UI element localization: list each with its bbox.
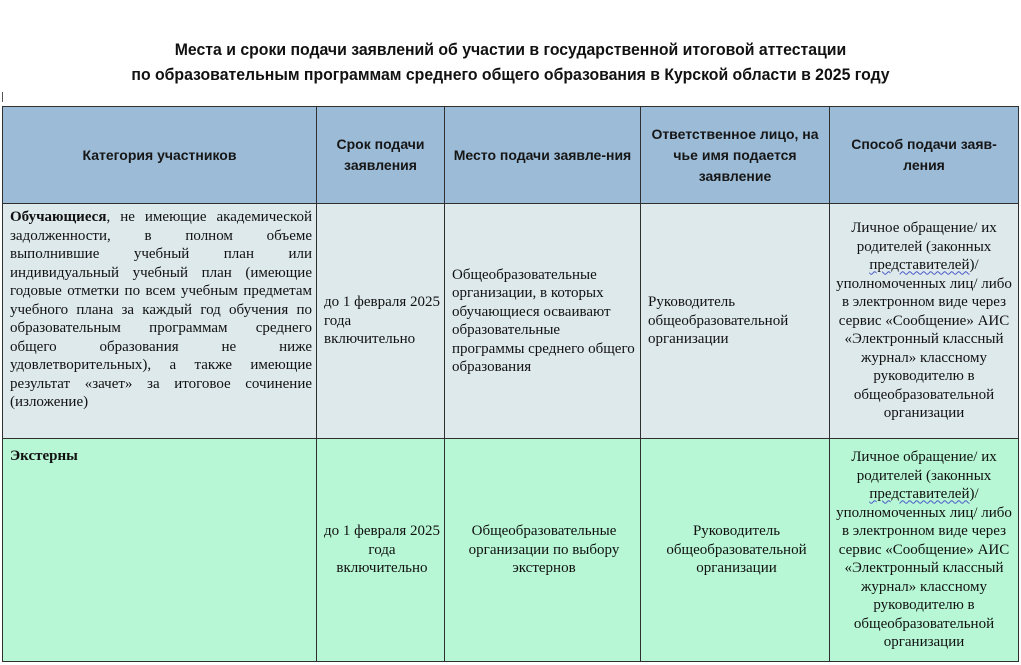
table-row <box>3 439 1019 662</box>
header-place: Место подачи заявле-ния <box>445 107 641 204</box>
method-text-b: )/ уполномоченных лиц/ либо в электронном виде через сервис «Сообщение» АИС «Электронный классный журнал» классному руководителю в общеобразовательной организации <box>836 257 1012 422</box>
cell-place: Общеобразовательные организации по выбору экстернов <box>445 439 641 662</box>
category-bold-text: Экстерны <box>10 448 78 464</box>
header-deadline: Срок подачи заявления <box>317 107 445 204</box>
cell-deadline: до 1 февраля 2025 года включительно <box>317 439 445 662</box>
header-category: Категория участников <box>3 107 317 204</box>
method-underlined: представителей <box>869 257 970 274</box>
title-line-2: по образовательным программам среднего общего образования в Курской области в 2025 году <box>131 65 890 84</box>
method-text-a: Личное обращение/ их родителей (законных <box>851 449 997 484</box>
cell-responsible: Руководитель общеобразовательной организации <box>641 439 830 662</box>
cell-deadline: до 1 февраля 2025 года включительно <box>317 204 445 439</box>
category-text: , не имеющие академической задолженности, в полном объеме выполнившие учебный план или индивидуальный учебный план (имеющие годовые отметки по всем учебным предметам учебного плана за каждый год обучения по образовательным программам среднего общего образования не ниже удовлетворительных), а также имеющие результат «зачет» за итоговое сочинение (изложение) <box>10 209 312 410</box>
title-line-1: Места и сроки подачи заявлений об участии в государственной итоговой аттестации <box>174 40 847 59</box>
cell-method <box>830 439 1019 662</box>
page-title <box>36 37 986 87</box>
method-text-b: )/ уполномоченных лиц/ либо в электронном виде через сервис «Сообщение» АИС «Электронный классный журнал» классному руководителю в общеобразовательной организации <box>836 486 1012 651</box>
method-underlined: представителей <box>869 486 970 503</box>
divider-mark <box>2 92 3 102</box>
header-method: Способ подачи заяв-ления <box>830 107 1019 204</box>
table-row <box>3 204 1019 439</box>
cell-method <box>830 204 1019 439</box>
header-responsible: Ответственное лицо, на чье имя подается заявление <box>641 107 830 204</box>
table-header-row <box>3 107 1019 204</box>
cell-category <box>3 204 317 439</box>
category-bold-text: Обучающиеся <box>10 209 107 225</box>
cell-responsible: Руководитель общеобразовательной организации <box>641 204 830 439</box>
deadlines-table <box>2 106 1019 662</box>
cell-place: Общеобразовательные организации, в которых обучающиеся осваивают образовательные программы среднего общего образования <box>445 204 641 439</box>
method-text-a: Личное обращение/ их родителей (законных <box>851 220 997 255</box>
cell-category <box>3 439 317 662</box>
